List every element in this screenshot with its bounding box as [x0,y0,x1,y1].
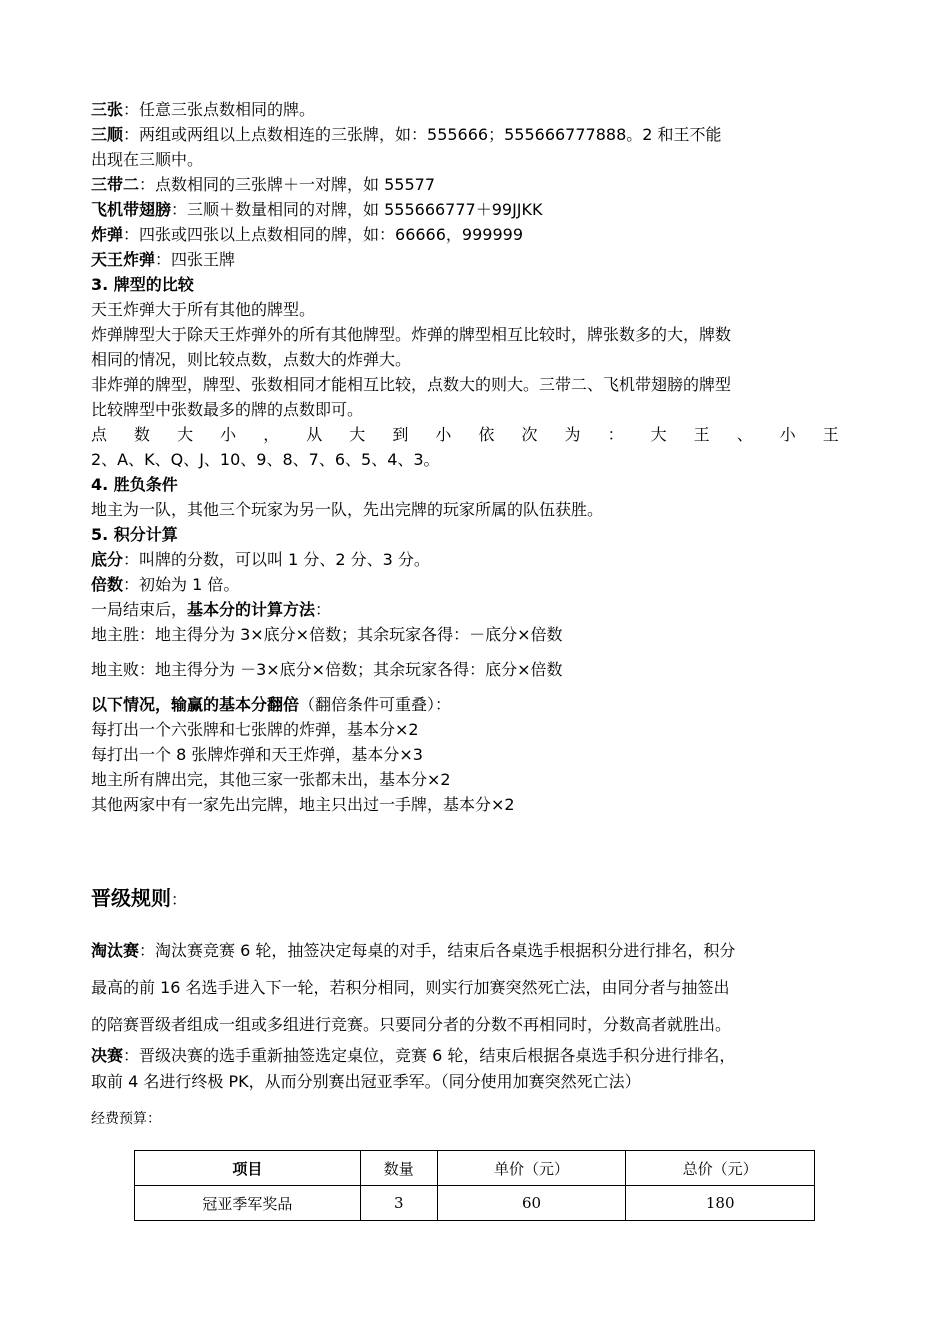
column-header: 数量 [360,1151,437,1186]
section-heading: 3. 牌型的比较 [91,275,194,294]
rule-line: 三带二：点数相同的三张牌＋一对牌，如 55577 [91,175,436,194]
double-condition: 地主所有牌出完，其他三家一张都未出，基本分×2 [91,770,451,789]
table-row [135,1186,815,1221]
rule-line: 炸弹：四张或四张以上点数相同的牌，如：66666，999999 [91,225,523,244]
double-condition: 每打出一个六张牌和七张牌的炸弹，基本分×2 [91,720,419,739]
budget-table [134,1150,815,1221]
column-header: 单价（元） [437,1151,626,1186]
double-condition: 每打出一个 8 张牌炸弹和天王炸弹，基本分×3 [91,745,423,764]
knockout-paragraph: 淘汰赛：淘汰赛竞赛 6 轮，抽签决定每桌的对手，结束后各桌选手根据积分进行排名，积分 最高的前 16 名选手进入下一轮，若积分相同，则实行加赛突然死亡法，由同分者与抽签出 的陪赛晋级者组成一组或多组进行竞赛。只要同分者的分数不再相同时，分数高者就胜出。 [91,941,736,1034]
paragraph-line: 地主为一队，其他三个玩家为另一队，先出完牌的玩家所属的队伍获胜。 [91,500,604,519]
paragraph-line: 相同的情况，则比较点数，点数大的炸弹大。 [91,350,412,369]
table-cell: 冠亚季军奖品 [135,1186,361,1221]
rule-line: 飞机带翅膀：三顺＋数量相同的对牌，如 555666777＋99JJKK [91,200,543,219]
order-line-justified: 点 数 大 小 ， 从 大 到 小 依 次 为 ： 大 王 、 小 王 [91,425,839,444]
paragraph-line: 炸弹牌型大于除天王炸弹外的所有其他牌型。炸弹的牌型相互比较时，牌张数多的大，牌数 [91,325,732,344]
multiplier-line: 倍数：初始为 1 倍。 [91,575,240,594]
paragraph-line: 比较牌型中张数最多的牌的点数即可。 [91,400,364,419]
paragraph-line: 天王炸弹大于所有其他的牌型。 [91,300,316,319]
rules-document [91,97,871,817]
table-cell: 60 [437,1186,626,1221]
table-header-row [135,1151,815,1186]
final-paragraph: 决赛：晋级决赛的选手重新抽签选定桌位，竞赛 6 轮，结束后根据各桌选手积分进行排名， 取前 4 名进行终极 PK，从而分别赛出冠亚季军。（同分使用加赛突然死亡法） [91,1046,736,1091]
rule-line: 三张：任意三张点数相同的牌。 [91,100,316,119]
column-header: 总价（元） [626,1151,815,1186]
section-heading: 5. 积分计算 [91,525,178,544]
base-score-line: 底分：叫牌的分数，可以叫 1 分、2 分、3 分。 [91,550,430,569]
rank-order: 2、A、K、Q、J、10、9、8、7、6、5、4、3。 [91,450,440,469]
rule-line: 天王炸弹：四张王牌 [91,250,236,269]
double-heading-line: 以下情况，输赢的基本分翻倍（翻倍条件可重叠）： [91,695,452,714]
paragraph-line: 非炸弹的牌型，牌型、张数相同才能相互比较，点数大的则大。三带二、飞机带翅膀的牌型 [91,375,732,394]
landlord-win-line: 地主胜：地主得分为 3×底分×倍数；其余玩家各得：－底分×倍数 [91,625,563,644]
landlord-lose-line: 地主败：地主得分为 －3×底分×倍数；其余玩家各得：底分×倍数 [91,660,563,679]
table-cell: 180 [626,1186,815,1221]
section-heading: 4. 胜负条件 [91,475,178,494]
budget-label: 经费预算： [91,1111,161,1127]
promotion-title: 晋级规则： [91,886,188,910]
rule-line: 出现在三顺中。 [91,150,204,169]
column-header: 项目 [135,1151,361,1186]
table-cell: 3 [360,1186,437,1221]
double-condition: 其他两家中有一家先出完牌，地主只出过一手牌，基本分×2 [91,795,515,814]
calc-method-line: 一局结束后，基本分的计算方法： [91,600,332,619]
rule-line: 三顺：两组或两组以上点数相连的三张牌，如：555666；555666777888。2 和王不能 [91,125,722,144]
